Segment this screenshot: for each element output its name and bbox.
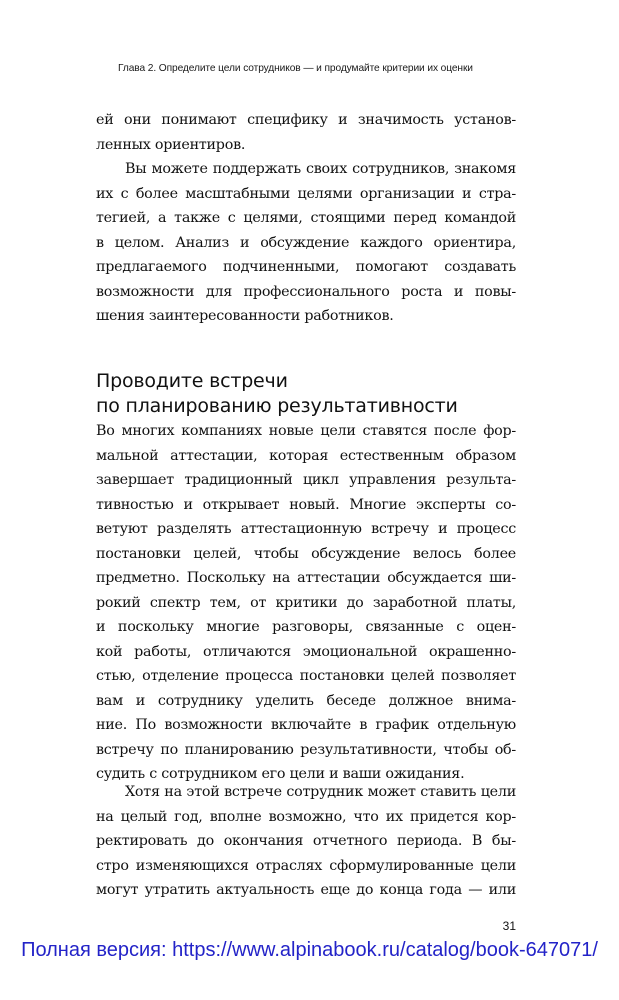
text-line: на целый год, вполне возможно, что их придется кор- bbox=[96, 808, 516, 825]
text-line: их с более масштабными целями организации и стра- bbox=[96, 185, 516, 202]
heading-line: по планированию результативности bbox=[96, 395, 458, 417]
paragraph-3 bbox=[96, 419, 516, 787]
text-line: Во многих компаниях новые цели ставятся после фор- bbox=[96, 423, 516, 439]
text-line: могут утратить актуальность еще до конца года — или bbox=[96, 882, 516, 898]
text-line: Хотя на этой встрече сотрудник может ставить цели bbox=[125, 784, 516, 800]
text-line: тивностью и открывает новый. Многие эксперты со- bbox=[96, 496, 516, 513]
text-line: ректировать до окончания отчетного периода. В бы- bbox=[96, 833, 516, 849]
text-line: Вы можете поддержать своих сотрудников, знакомя bbox=[125, 161, 516, 177]
text-line: предлагаемого подчиненными, помогают создавать bbox=[96, 259, 516, 275]
text-line: ленных ориентиров. bbox=[96, 136, 246, 153]
full-version-link[interactable]: Полная версия: https://www.alpinabook.ru/catalog/book-647071/ bbox=[21, 939, 598, 961]
text-line: ветуют разделять аттестационную встречу и процесс bbox=[96, 521, 516, 537]
text-line: шения заинтересованности работников. bbox=[96, 308, 394, 324]
text-line: завершает традиционный цикл управления результа- bbox=[96, 472, 516, 488]
section-heading bbox=[96, 369, 516, 419]
text-line: предметно. Поскольку на аттестации обсуждается ши- bbox=[96, 570, 516, 586]
text-line: тегией, а также с целями, стоящими перед командой bbox=[96, 210, 516, 226]
text-line: постановки целей, чтобы обсуждение велось более bbox=[96, 545, 516, 562]
page-number: 31 bbox=[502, 919, 516, 933]
text-line: судить с сотрудником его цели и ваши ожидания. bbox=[96, 766, 465, 782]
text-line: встречу по планированию результативности, чтобы об- bbox=[96, 741, 516, 758]
text-line: мальной аттестации, которая естественным образом bbox=[96, 447, 516, 464]
paragraph-2 bbox=[96, 157, 516, 329]
text-line: ей они понимают специфику и значимость установ- bbox=[96, 112, 516, 128]
text-line: стро изменяющихся отраслях сформулированные цели bbox=[96, 857, 516, 874]
text-line: рокий спектр тем, от критики до заработной платы, bbox=[96, 594, 516, 611]
paragraph-4 bbox=[96, 780, 516, 903]
paragraph-1 bbox=[96, 108, 516, 157]
text-line: стью, отделение процесса постановки целей позволяет bbox=[96, 668, 516, 684]
text-line: возможности для профессионального роста и повы- bbox=[96, 283, 516, 300]
text-line: и поскольку многие разговоры, связанные с оцен- bbox=[96, 619, 516, 635]
text-line: ние. По возможности включайте в график отдельную bbox=[96, 717, 516, 733]
text-line: в целом. Анализ и обсуждение каждого ориентира, bbox=[96, 234, 516, 251]
text-line: вам и сотруднику уделить беседе должное внима- bbox=[96, 692, 516, 709]
text-line: кой работы, отличаются эмоциональной окрашенно- bbox=[96, 643, 516, 660]
running-header: Глава 2. Определите цели сотрудников — и продумайте критерии их оценки bbox=[118, 63, 473, 74]
heading-line: Проводите встречи bbox=[96, 370, 288, 392]
